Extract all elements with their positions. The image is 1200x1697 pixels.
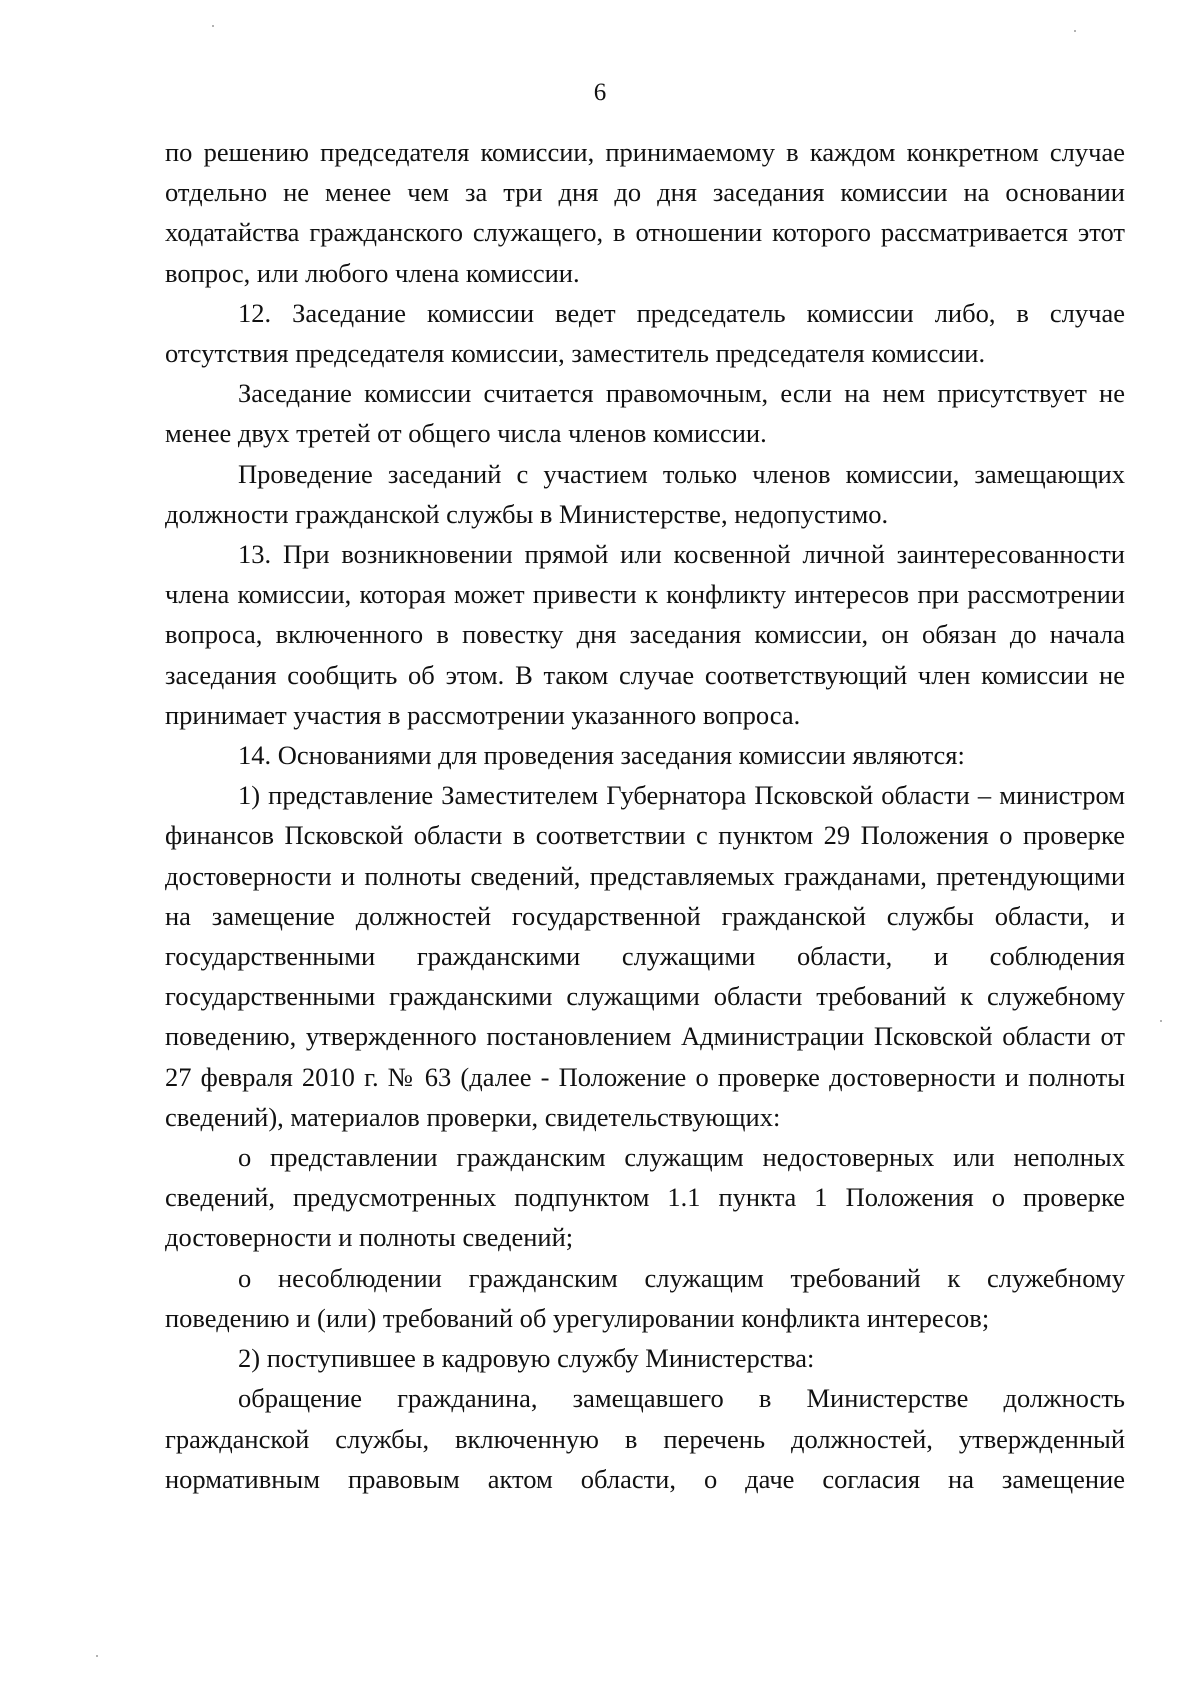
paragraph-quorum: Заседание комиссии считается правомочным, если на нем присутствует не менее двух третей от общего числа членов комиссии. [165, 378, 1125, 449]
scan-speck [1074, 30, 1076, 32]
paragraph-continuation: по решению председателя комиссии, принимаемому в каждом конкретном случае отдельно не менее чем за три дня до дня заседания комиссии на основании ходатайства гражданского служащего, в отношении которого рассматривается этот вопрос, или любого члена комиссии. [165, 137, 1125, 288]
paragraph-subitem-2: 2) поступившее в кадровую службу Министерства: [238, 1343, 815, 1374]
paragraph-subitem-1: 1) представление Заместителем Губернатора Псковской области – министром финансов Псковской области в соответствии с пунктом 29 Положения о проверке достоверности и полноты сведений, представляемых гражданами, претендующими на замещение должностей государственной гражданской службы области, и государственными гражданскими служащими области, и соблюдения государственными гражданскими служащими области требований к служебному поведению, утвержденного постановлением Администрации Псковской области от 27 февраля 2010 г. № 63 (далее - Положение о проверке достоверности и полноты сведений), материалов проверки, свидетельствующих: [165, 780, 1125, 1132]
paragraph-false-info: о представлении гражданским служащим недостоверных или неполных сведений, предусмотренных подпунктом 1.1 пункта 1 Положения о проверке достоверности и полноты сведений; [165, 1142, 1125, 1253]
paragraph-meeting-restriction: Проведение заседаний с участием только членов комиссии, замещающих должности гражданской службы в Министерстве, недопустимо. [165, 458, 1125, 529]
scan-speck [212, 25, 214, 27]
paragraph-item-13: 13. При возникновении прямой или косвенной личной заинтересованности члена комиссии, которая может привести к конфликту интересов при рассмотрении вопроса, включенного в повестку дня заседания комиссии, он обязан до начала заседания сообщить об этом. В таком случае соответствующий член комиссии не принимает участия в рассмотрении указанного вопроса. [165, 539, 1125, 730]
paragraph-citizen-appeal: обращение гражданина, замещавшего в Министерстве должность гражданской службы, включенную в перечень должностей, утвержденный нормативным правовым актом области, о даче согласия на замещение [165, 1383, 1125, 1494]
paragraph-item-14: 14. Основаниями для проведения заседания комиссии являются: [238, 740, 965, 771]
scan-speck [96, 1655, 98, 1657]
paragraph-item-12: 12. Заседание комиссии ведет председатель комиссии либо, в случае отсутствия председателя комиссии, заместитель председателя комиссии. [165, 297, 1125, 369]
paragraph-conduct-violation: о несоблюдении гражданским служащим требований к служебному поведению и (или) требований об урегулировании конфликта интересов; [165, 1262, 1125, 1333]
page-number: 6 [593, 79, 607, 106]
scan-speck [1160, 1020, 1162, 1022]
document-body [165, 132, 1125, 1499]
